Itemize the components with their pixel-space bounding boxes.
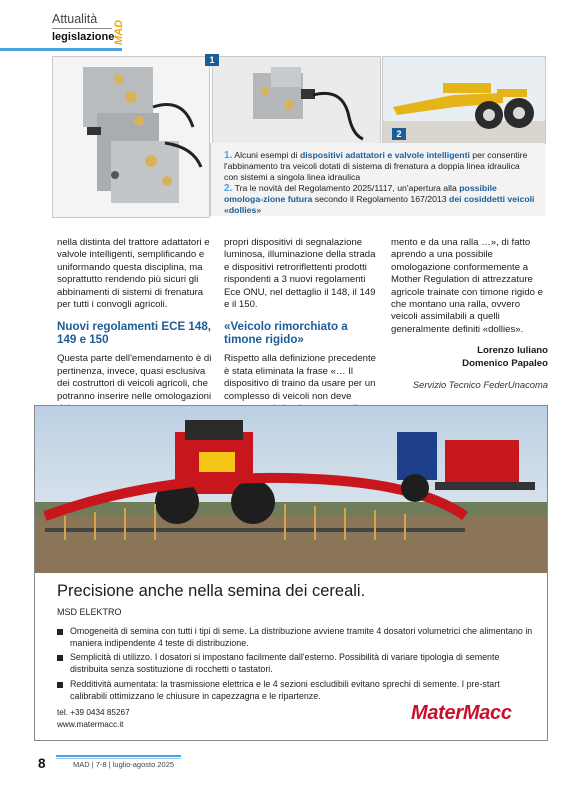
caption-2-text: Tra le novità del Regolamento 2025/1117, un'apertura alla <box>234 183 460 193</box>
col1-paragraph-1: nella distinta del trattore adattatori e valvole intelligenti, semplificando e uniformando questa disciplina, ma soprattutto rendendo più sicuri gli abbinamenti di sistemi di frenatura per tutti i convogli agricoli. <box>57 237 210 311</box>
advert-feature-text: Semplicità di utilizzo. I dosatori si impostano facilmente dall'esterno. Possibilità di variare tipologia di semente distribuita senza sostituzione di rocchetti o tastatori. <box>70 652 500 675</box>
advert-title: Precisione anche nella semina dei cereali. <box>57 582 366 600</box>
caption-1-text: Alcuni esempi di <box>234 150 300 160</box>
caption-1-text-end: per consentire l'abbinamento tra veicoli dotati di sistema di frenatura a doppia linea idraulica con sistemi a singola linea idraulica <box>224 150 528 182</box>
article-column-3 <box>391 237 548 391</box>
intelligent-valve-photo <box>212 56 381 144</box>
section-title: Attualità <box>52 12 98 26</box>
valve-block-photo <box>52 56 210 218</box>
col1-paragraph-2: Questa parte dell'emendamento è di pertinenza, invece, quasi esclusiva dei costruttori di veicoli agricoli, che potranno inserire nelle omologazioni <box>57 353 212 402</box>
caption-number-2: 2. <box>224 183 233 194</box>
figure-caption-2 <box>224 183 536 216</box>
col2-paragraph-1: propri dispositivi di segnalazione luminosa, illuminazione della strada e dispositivi retroriflettenti prodotti rispondenti a 3 nuovi regolamenti Ece ONU, nel dettaglio il 148, il 149 e il 150. <box>224 237 376 311</box>
subsection-title: legislazione <box>52 31 115 43</box>
caption-1-highlight: dispositivi adattatori e valvole intelligenti <box>299 150 470 160</box>
advert-feature-text: Omogeneità di semina con tutti i tipi di seme. La distribuzione avviene tramite 4 dosatori volumetrici che alimentano in maniera indipendente 4 teste di distribuzione. <box>70 626 533 648</box>
footer-issue-info: MAD | 7-8 | luglio-agosto 2025 <box>73 760 175 769</box>
footer-accent-line <box>56 755 181 757</box>
advert-feature <box>57 652 537 675</box>
article-column-1 <box>57 237 215 415</box>
caption-number-1: 1. <box>224 150 233 161</box>
header-divider <box>52 28 112 29</box>
advert-feature <box>57 626 537 649</box>
header-accent-bar <box>0 48 122 51</box>
bullet-square-icon <box>57 655 63 661</box>
advert-phone: tel. +39 0434 85267 <box>57 708 130 717</box>
advert-feature <box>57 679 537 702</box>
advert-website-link[interactable]: www.matermacc.it <box>57 720 124 729</box>
author-organization: Servizio Tecnico FederUnacoma <box>412 379 548 391</box>
caption-2-highlight-2: dei cosiddetti veicoli «dollies» <box>224 194 535 215</box>
figure-caption-1 <box>224 150 536 183</box>
advertisement <box>34 405 548 741</box>
article-column-2 <box>224 237 382 428</box>
caption-2-highlight: possibile omologa-zione futura <box>224 183 497 204</box>
bullet-square-icon <box>57 682 63 688</box>
col2-heading: «Veicolo rimorchiato a timone rigido» <box>224 320 348 346</box>
advert-feature-text: Redditività aumentata: la trasmissione elettrica e le 4 sezioni escludibili evitano sprechi di semente. I pre-start calibrabili ottimizzano le chiusure in capezzagna e le ripartenze. <box>70 678 500 701</box>
col3-paragraph-1: mento e da una ralla …», di fatto aprendo a una possibile omologazione conformemente a Mother Regulation di attrezzature agricole trainate con timone rigido e che montano una ralla, ovvero veicoli assimilabili a quelli generalmente definiti «dollies». <box>391 237 543 335</box>
matermacc-logo: MaterMacc <box>411 702 512 724</box>
dolly-vehicle-photo <box>382 56 546 144</box>
advert-feature-list <box>57 626 537 705</box>
author-1: Lorenzo Iuliano <box>477 345 548 357</box>
advert-product: MSD ELEKTRO <box>57 607 122 617</box>
caption-2-text-mid: secondo il Regolamento 167/2013 <box>312 194 450 204</box>
bullet-square-icon <box>57 629 63 635</box>
col1-heading: Nuovi regolamenti ECE 148, 149 e 150 <box>57 320 211 346</box>
col2-paragraph-2: Rispetto alla definizione precedente è stata eliminata la frase «… Il dispositivo di traino da usare per un complesso di veicoli non deve <box>224 353 377 402</box>
seeder-advert-photo <box>35 406 547 573</box>
footer-accent-line-thin <box>56 758 181 759</box>
author-2: Domenico Papaleo <box>462 357 548 369</box>
page-number: 8 <box>38 756 46 771</box>
figure-badge-1: 1 <box>205 54 219 66</box>
mad-logo: MAD <box>113 19 125 45</box>
figure-badge-2: 2 <box>392 128 406 140</box>
